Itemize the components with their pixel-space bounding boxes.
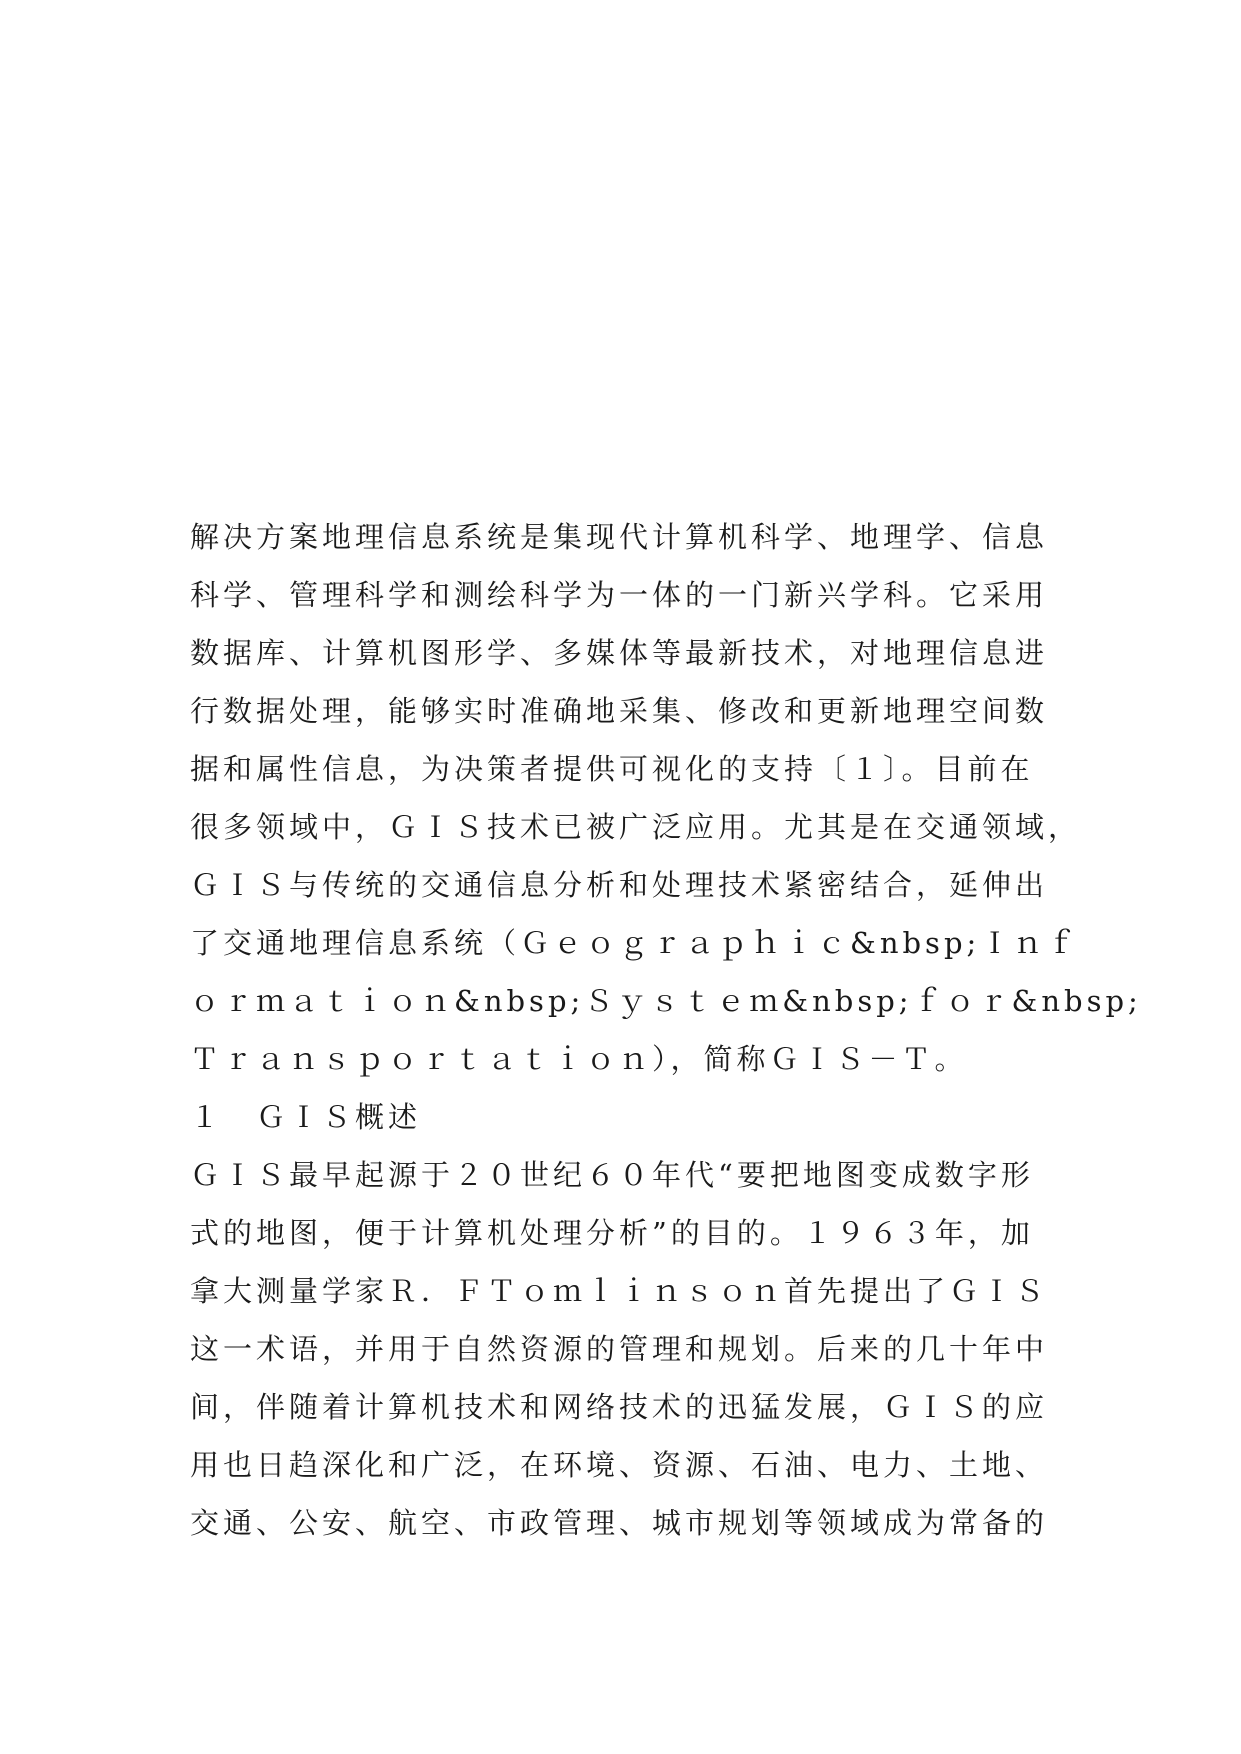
- text-line: 解决方案地理信息系统是集现代计算机科学、地理学、信息: [190, 520, 1049, 554]
- text-line: 据和属性信息，为决策者提供可视化的支持〔１〕。目前在: [190, 752, 1034, 786]
- text-line: Ｔｒａｎｓｐｏｒｔａｔｉｏｎ），简称ＧＩＳ－Ｔ。: [190, 1042, 968, 1076]
- text-line: 用也日趋深化和广泛，在环境、资源、石油、电力、土地、: [190, 1448, 1049, 1482]
- body-text: [190, 508, 1142, 1552]
- text-line: 很多领域中，ＧＩＳ技术已被广泛应用。尤其是在交通领域，: [190, 810, 1082, 844]
- text-line: 拿大测量学家Ｒ．ＦＴｏｍｌｉｎｓｏｎ首先提出了ＧＩＳ: [190, 1274, 1049, 1308]
- text-line: 间，伴随着计算机技术和网络技术的迅猛发展，ＧＩＳ的应: [190, 1390, 1049, 1424]
- text-line: ｏｒｍａｔｉｏｎ&nbsp;Ｓｙｓｔｅｍ&nbsp;ｆｏｒ&nbsp;: [190, 984, 1142, 1018]
- text-line: ＧＩＳ最早起源于２０世纪６０年代“要把地图变成数字形: [190, 1158, 1034, 1192]
- text-line: 行数据处理，能够实时准确地采集、修改和更新地理空间数: [190, 694, 1049, 728]
- section-heading: １ ＧＩＳ概述: [190, 1100, 422, 1134]
- text-line: 交通、公安、航空、市政管理、城市规划等领域成为常备的: [190, 1506, 1049, 1540]
- text-line: 科学、管理科学和测绘科学为一体的一门新兴学科。它采用: [190, 578, 1049, 612]
- text-line: 式的地图，便于计算机处理分析”的目的。１９６３年，加: [190, 1216, 1034, 1250]
- text-line: 数据库、计算机图形学、多媒体等最新技术，对地理信息进: [190, 636, 1049, 670]
- text-line: 了交通地理信息系统（Ｇｅｏｇｒａｐｈｉｃ&nbsp;Ｉｎｆ: [190, 926, 1080, 960]
- text-line: ＧＩＳ与传统的交通信息分析和处理技术紧密结合，延伸出: [190, 868, 1049, 902]
- text-line: 这一术语，并用于自然资源的管理和规划。后来的几十年中: [190, 1332, 1049, 1366]
